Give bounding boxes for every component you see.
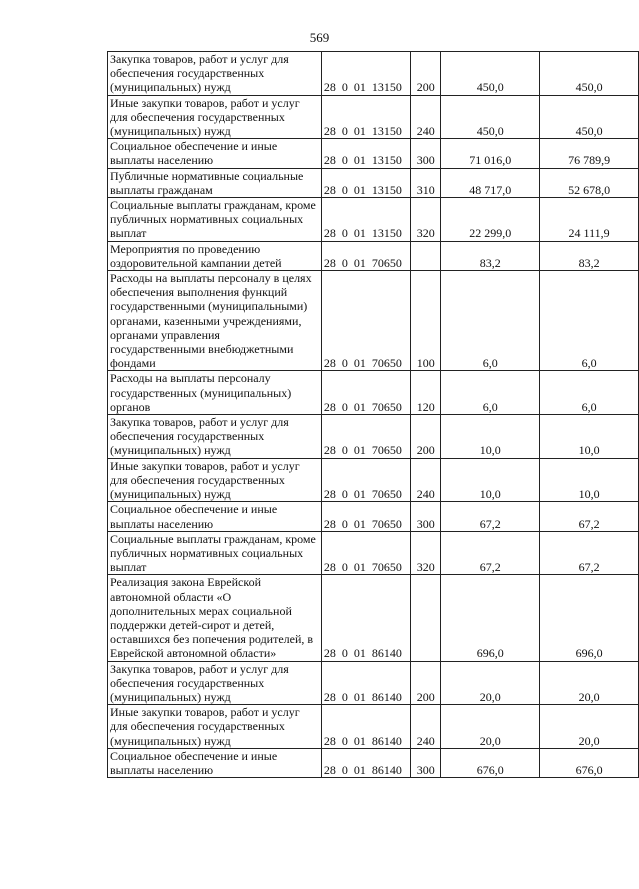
expense-type-cell: 300: [411, 748, 441, 777]
amount-year1-cell: 450,0: [441, 95, 540, 139]
budget-code-cell: 28 0 01 13150: [321, 168, 410, 197]
amount-year1-cell: 6,0: [441, 271, 540, 371]
expense-name-cell: [108, 198, 322, 242]
budget-code-cell: 28 0 01 13150: [321, 198, 410, 242]
expense-name-cell: [108, 661, 322, 705]
amount-year1-cell: 676,0: [441, 748, 540, 777]
expense-name-line: оставшихся без попечения родителей, в: [110, 632, 314, 647]
budget-code-cell: 28 0 01 86140: [321, 661, 410, 705]
expense-name-line: дополнительных мерах социальной: [110, 603, 292, 618]
budget-code-cell: 28 0 01 13150: [321, 139, 410, 168]
budget-code-cell: 28 0 01 86140: [321, 575, 410, 661]
amount-year2-cell: 52 678,0: [540, 168, 639, 197]
expense-name-cell: [108, 95, 322, 139]
expense-name-line: обеспечения выполнения функций: [110, 285, 288, 300]
expense-name-cell: [108, 168, 322, 197]
expense-name-line: обеспечения государственных: [110, 429, 265, 444]
expense-name-line: Расходы на выплаты персоналу в целях: [110, 271, 312, 286]
expense-name-line: (муниципальных) нужд: [110, 689, 231, 704]
amount-year2-cell: 67,2: [540, 531, 639, 575]
expense-name-line: (муниципальных) нужд: [110, 80, 231, 95]
budget-code-cell: 28 0 01 86140: [321, 705, 410, 749]
expense-name-line: публичных нормативных социальных: [110, 545, 304, 560]
expense-name-cell: [108, 241, 322, 270]
expense-name-line: Иные закупки товаров, работ и услуг: [110, 458, 300, 473]
table-row: [108, 531, 639, 575]
amount-year1-cell: 450,0: [441, 52, 540, 96]
expense-name-line: Социальное обеспечение и иные: [110, 502, 278, 517]
expense-name-line: выплаты населению: [110, 516, 214, 531]
expense-name-cell: [108, 371, 322, 415]
expense-type-cell: 300: [411, 502, 441, 531]
budget-code-cell: 28 0 01 86140: [321, 748, 410, 777]
amount-year2-cell: 20,0: [540, 661, 639, 705]
expense-name-line: для обеспечения государственных: [110, 472, 285, 487]
table-row: [108, 458, 639, 502]
expense-type-cell: 240: [411, 705, 441, 749]
expense-name-line: Социальное обеспечение и иные: [110, 139, 278, 154]
amount-year2-cell: 696,0: [540, 575, 639, 661]
table-row: [108, 241, 639, 270]
table-row: [108, 371, 639, 415]
expense-name-line: Социальное обеспечение и иные: [110, 748, 278, 763]
budget-table: [107, 51, 639, 778]
expense-name-line: Публичные нормативные социальные: [110, 168, 304, 183]
budget-code-cell: 28 0 01 13150: [321, 95, 410, 139]
amount-year2-cell: 76 789,9: [540, 139, 639, 168]
expense-name-line: Еврейской автономной области»: [110, 646, 277, 661]
expense-name-cell: [108, 52, 322, 96]
expense-name-cell: [108, 748, 322, 777]
amount-year2-cell: 83,2: [540, 241, 639, 270]
budget-code-cell: 28 0 01 70650: [321, 271, 410, 371]
expense-name-line: Закупка товаров, работ и услуг для: [110, 661, 289, 676]
expense-name-line: (муниципальных) нужд: [110, 733, 231, 748]
amount-year1-cell: 10,0: [441, 458, 540, 502]
budget-code-cell: 28 0 01 70650: [321, 415, 410, 459]
expense-name-line: Расходы на выплаты персоналу: [110, 371, 271, 386]
expense-name-line: органов: [110, 399, 151, 414]
budget-code-cell: 28 0 01 70650: [321, 241, 410, 270]
expense-name-cell: [108, 705, 322, 749]
budget-table-body: [108, 52, 639, 778]
expense-name-line: (муниципальных) нужд: [110, 124, 231, 139]
expense-name-line: автономной области «О: [110, 589, 232, 604]
expense-name-line: Закупка товаров, работ и услуг для: [110, 52, 289, 66]
expense-name-line: оздоровительной кампании детей: [110, 255, 282, 270]
expense-name-line: органами управления: [110, 327, 220, 342]
expense-name-cell: [108, 271, 322, 371]
table-row: [108, 748, 639, 777]
expense-type-cell: 320: [411, 531, 441, 575]
table-row: [108, 271, 639, 371]
amount-year2-cell: 6,0: [540, 271, 639, 371]
expense-name-line: выплат: [110, 560, 147, 575]
amount-year1-cell: 20,0: [441, 705, 540, 749]
expense-type-cell: [411, 241, 441, 270]
table-row: [108, 661, 639, 705]
expense-name-line: государственных (муниципальных): [110, 385, 292, 400]
expense-type-cell: [411, 575, 441, 661]
amount-year2-cell: 20,0: [540, 705, 639, 749]
expense-type-cell: 320: [411, 198, 441, 242]
budget-code-cell: 28 0 01 70650: [321, 531, 410, 575]
expense-name-line: Реализация закона Еврейской: [110, 575, 262, 590]
amount-year2-cell: 450,0: [540, 52, 639, 96]
expense-name-line: Социальные выплаты гражданам, кроме: [110, 198, 316, 213]
expense-name-line: выплаты населению: [110, 762, 214, 777]
expense-type-cell: 310: [411, 168, 441, 197]
amount-year2-cell: 10,0: [540, 458, 639, 502]
amount-year2-cell: 10,0: [540, 415, 639, 459]
table-row: [108, 198, 639, 242]
expense-type-cell: 200: [411, 415, 441, 459]
amount-year2-cell: 450,0: [540, 95, 639, 139]
expense-name-cell: [108, 139, 322, 168]
table-row: [108, 575, 639, 661]
expense-name-line: публичных нормативных социальных: [110, 212, 304, 227]
expense-type-cell: 200: [411, 661, 441, 705]
amount-year2-cell: 24 111,9: [540, 198, 639, 242]
expense-name-cell: [108, 458, 322, 502]
amount-year1-cell: 67,2: [441, 502, 540, 531]
amount-year1-cell: 67,2: [441, 531, 540, 575]
budget-code-cell: 28 0 01 70650: [321, 371, 410, 415]
amount-year2-cell: 6,0: [540, 371, 639, 415]
expense-name-line: выплат: [110, 226, 147, 241]
amount-year2-cell: 67,2: [540, 502, 639, 531]
expense-name-line: обеспечения государственных: [110, 66, 265, 81]
expense-name-line: государственными внебюджетными: [110, 342, 294, 357]
expense-name-line: (муниципальных) нужд: [110, 443, 231, 458]
table-row: [108, 168, 639, 197]
expense-name-line: (муниципальных) нужд: [110, 487, 231, 502]
expense-name-line: Социальные выплаты гражданам, кроме: [110, 531, 316, 546]
budget-code-cell: 28 0 01 70650: [321, 502, 410, 531]
expense-type-cell: 300: [411, 139, 441, 168]
table-row: [108, 52, 639, 96]
amount-year1-cell: 71 016,0: [441, 139, 540, 168]
expense-type-cell: 200: [411, 52, 441, 96]
expense-name-cell: [108, 502, 322, 531]
expense-name-line: для обеспечения государственных: [110, 109, 285, 124]
expense-name-line: Иные закупки товаров, работ и услуг: [110, 705, 300, 720]
page-number: 569: [309, 30, 330, 45]
expense-name-line: Иные закупки товаров, работ и услуг: [110, 95, 300, 110]
expense-name-cell: [108, 415, 322, 459]
expense-type-cell: 240: [411, 95, 441, 139]
amount-year2-cell: 676,0: [540, 748, 639, 777]
table-row: [108, 415, 639, 459]
expense-name-line: Мероприятия по проведению: [110, 241, 261, 256]
amount-year1-cell: 48 717,0: [441, 168, 540, 197]
expense-type-cell: 120: [411, 371, 441, 415]
expense-name-line: выплаты гражданам: [110, 182, 213, 197]
table-row: [108, 139, 639, 168]
expense-name-line: органами, казенными учреждениями,: [110, 313, 302, 328]
expense-name-line: государственными (муниципальными): [110, 299, 308, 314]
expense-type-cell: 240: [411, 458, 441, 502]
amount-year1-cell: 20,0: [441, 661, 540, 705]
expense-type-cell: 100: [411, 271, 441, 371]
amount-year1-cell: 83,2: [441, 241, 540, 270]
amount-year1-cell: 6,0: [441, 371, 540, 415]
expense-name-line: обеспечения государственных: [110, 675, 265, 690]
expense-name-line: Закупка товаров, работ и услуг для: [110, 415, 289, 430]
amount-year1-cell: 10,0: [441, 415, 540, 459]
expense-name-cell: [108, 531, 322, 575]
budget-code-cell: 28 0 01 13150: [321, 52, 410, 96]
table-row: [108, 95, 639, 139]
table-row: [108, 502, 639, 531]
table-row: [108, 705, 639, 749]
expense-name-line: для обеспечения государственных: [110, 719, 285, 734]
expense-name-line: фондами: [110, 356, 156, 371]
expense-name-line: поддержки детей-сирот и детей,: [110, 617, 275, 632]
amount-year1-cell: 22 299,0: [441, 198, 540, 242]
expense-name-cell: [108, 575, 322, 661]
amount-year1-cell: 696,0: [441, 575, 540, 661]
budget-code-cell: 28 0 01 70650: [321, 458, 410, 502]
expense-name-line: выплаты населению: [110, 153, 214, 168]
